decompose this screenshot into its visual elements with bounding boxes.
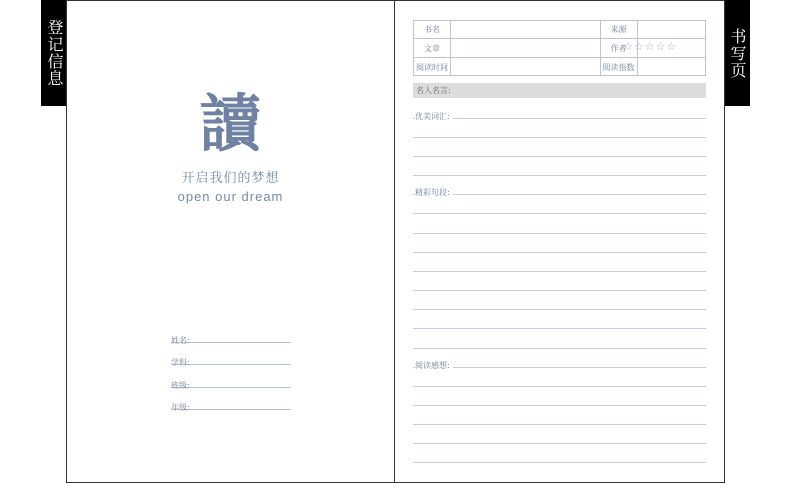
- writing-line[interactable]: [413, 118, 706, 119]
- vocabulary-label: 优美词汇:: [415, 112, 453, 122]
- tab-writing-page[interactable]: [724, 0, 750, 106]
- class-field-label: 班级:: [171, 381, 190, 390]
- writing-line[interactable]: [413, 290, 706, 291]
- tab-registration-info-label: 登记信息: [45, 19, 64, 87]
- rating-stars[interactable]: ☆☆☆☆☆: [623, 40, 678, 53]
- cover-page: [66, 0, 395, 483]
- subject-field-label: 学科:: [171, 358, 190, 367]
- class-field[interactable]: [171, 373, 291, 388]
- source-input[interactable]: [638, 21, 706, 37]
- writing-line[interactable]: [413, 424, 706, 425]
- writing-line[interactable]: [413, 462, 706, 463]
- tab-registration-info[interactable]: [41, 0, 67, 106]
- writing-line[interactable]: [413, 194, 706, 195]
- writing-line[interactable]: [413, 309, 706, 310]
- quote-bar[interactable]: [413, 83, 706, 98]
- sentences-label: 精彩句段:: [415, 188, 453, 198]
- grade-field[interactable]: [171, 395, 291, 410]
- reading-time-label: 阅读时间: [416, 63, 448, 72]
- book-name-input[interactable]: [451, 21, 599, 37]
- writing-line[interactable]: [413, 348, 706, 349]
- name-field-label: 姓名:: [171, 336, 190, 345]
- writing-line[interactable]: [413, 443, 706, 444]
- writing-line[interactable]: [413, 252, 706, 253]
- writing-page: [394, 0, 725, 483]
- writing-line[interactable]: [413, 386, 706, 387]
- grade-field-label: 年级:: [171, 403, 190, 412]
- name-field[interactable]: [171, 328, 291, 343]
- writing-line[interactable]: [413, 233, 706, 234]
- writing-line[interactable]: [413, 271, 706, 272]
- reading-time-input[interactable]: [451, 58, 599, 76]
- writing-line[interactable]: [413, 328, 706, 329]
- author-label: 作者: [610, 44, 627, 53]
- writing-line[interactable]: [413, 405, 706, 406]
- chapter-label: 文章: [424, 44, 440, 53]
- source-label: 来源: [610, 25, 627, 34]
- reflection-label: 阅读感想:: [415, 361, 453, 371]
- writing-line[interactable]: [413, 175, 706, 176]
- tagline-chinese: 开启我们的梦想: [181, 171, 280, 186]
- subject-field[interactable]: [171, 350, 291, 365]
- writing-line[interactable]: [413, 156, 706, 157]
- book-name-label: 书名: [424, 25, 440, 34]
- writing-line[interactable]: [413, 367, 706, 368]
- writing-line[interactable]: [413, 213, 706, 214]
- writing-line[interactable]: [413, 137, 706, 138]
- tagline-english: open our dream: [177, 189, 284, 204]
- emblem-character: 讀: [199, 87, 262, 160]
- tab-writing-page-label: 书写页: [728, 27, 747, 79]
- chapter-input[interactable]: [451, 39, 599, 56]
- quote-label: 名人名言:: [416, 86, 451, 95]
- reading-index-label: 阅读指数: [602, 63, 635, 72]
